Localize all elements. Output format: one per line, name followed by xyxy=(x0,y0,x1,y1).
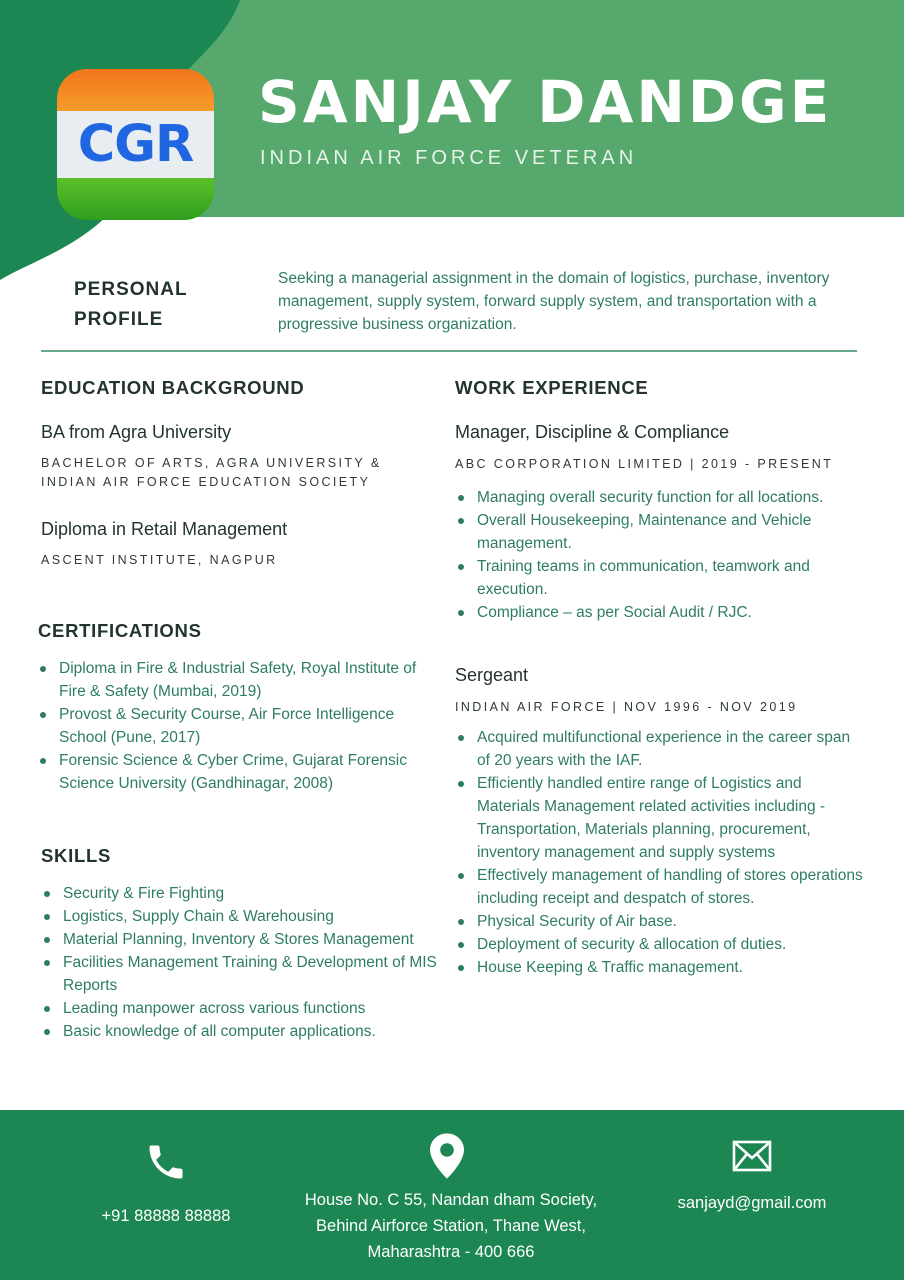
address-line: Behind Airforce Station, Thane West, xyxy=(316,1217,586,1235)
email-address: sanjayd@gmail.com xyxy=(677,1194,827,1212)
list-item: Provost & Security Course, Air Force Intelligence School (Pune, 2017) xyxy=(37,703,432,749)
address xyxy=(281,1187,621,1265)
education-heading: EDUCATION BACKGROUND xyxy=(41,377,305,398)
list-item: Leading manpower across various functions xyxy=(41,997,439,1020)
location-pin-icon xyxy=(430,1133,464,1179)
list-item: Material Planning, Inventory & Stores Management xyxy=(41,928,439,951)
personal-profile-heading-line1: PERSONAL xyxy=(74,279,188,300)
list-item: Security & Fire Fighting xyxy=(41,882,439,905)
job-title: Manager, Discipline & Compliance xyxy=(455,422,730,442)
mail-icon xyxy=(732,1140,772,1172)
list-item: Basic knowledge of all computer applications. xyxy=(41,1020,439,1043)
list-item: Logistics, Supply Chain & Warehousing xyxy=(41,905,439,928)
job-employer: INDIAN AIR FORCE | NOV 1996 - NOV 2019 xyxy=(455,700,798,714)
list-item: Physical Security of Air base. xyxy=(455,910,865,933)
job-employer: ABC CORPORATION LIMITED | 2019 - PRESENT xyxy=(455,457,834,471)
phone-number: +91 88888 88888 xyxy=(101,1207,231,1225)
list-item: Efficiently handled entire range of Logistics and Materials Management related activities including - Transportation, Materials planning, procurement, inventory management and supply systems xyxy=(455,772,865,864)
job-title: Sergeant xyxy=(455,665,529,685)
address-line: Maharashtra - 400 666 xyxy=(367,1243,535,1261)
list-item: Training teams in communication, teamwork and execution. xyxy=(455,555,860,601)
list-item: Effectively management of handling of stores operations including receipt and despatch of stores. xyxy=(455,864,865,910)
skills-list xyxy=(41,882,439,1043)
section-divider xyxy=(41,350,857,352)
job-duties-list xyxy=(455,726,865,979)
skills-heading: SKILLS xyxy=(41,845,111,866)
education-item-title: BA from Agra University xyxy=(41,422,232,442)
list-item: Managing overall security function for all locations. xyxy=(455,486,860,509)
list-item: Facilities Management Training & Development of MIS Reports xyxy=(41,951,439,997)
list-item: Acquired multifunctional experience in the career span of 20 years with the IAF. xyxy=(455,726,865,772)
cgr-logo xyxy=(57,69,214,220)
list-item: Deployment of security & allocation of duties. xyxy=(455,933,865,956)
logo-text: CGR xyxy=(77,115,194,174)
certifications-list xyxy=(37,657,432,795)
personal-profile-heading xyxy=(74,275,224,335)
education-item-sub: BACHELOR OF ARTS, AGRA UNIVERSITY & INDIAN AIR FORCE EDUCATION SOCIETY xyxy=(41,456,382,489)
list-item: Diploma in Fire & Industrial Safety, Royal Institute of Fire & Safety (Mumbai, 2019) xyxy=(37,657,432,703)
candidate-name: SANJAY DANDGE xyxy=(258,68,833,136)
certifications-heading: CERTIFICATIONS xyxy=(38,620,202,641)
personal-profile-heading-line2: PROFILE xyxy=(74,309,164,330)
personal-profile-text: Seeking a managerial assignment in the domain of logistics, purchase, inventory management, supply system, forward supply system, and transportation with a progressive business organization. xyxy=(278,270,830,333)
list-item: Compliance – as per Social Audit / RJC. xyxy=(455,601,860,624)
list-item: Overall Housekeeping, Maintenance and Vehicle management. xyxy=(455,509,860,555)
address-line: House No. C 55, Nandan dham Society, xyxy=(304,1191,598,1209)
education-item-title: Diploma in Retail Management xyxy=(41,519,288,539)
phone-icon xyxy=(144,1140,188,1184)
job-duties-list xyxy=(455,486,860,624)
candidate-subtitle: INDIAN AIR FORCE VETERAN xyxy=(260,147,638,169)
education-item-sub: ASCENT INSTITUTE, NAGPUR xyxy=(41,553,278,567)
work-experience-heading: WORK EXPERIENCE xyxy=(455,377,649,398)
list-item: Forensic Science & Cyber Crime, Gujarat Forensic Science University (Gandhinagar, 2008) xyxy=(37,749,432,795)
list-item: House Keeping & Traffic management. xyxy=(455,956,865,979)
